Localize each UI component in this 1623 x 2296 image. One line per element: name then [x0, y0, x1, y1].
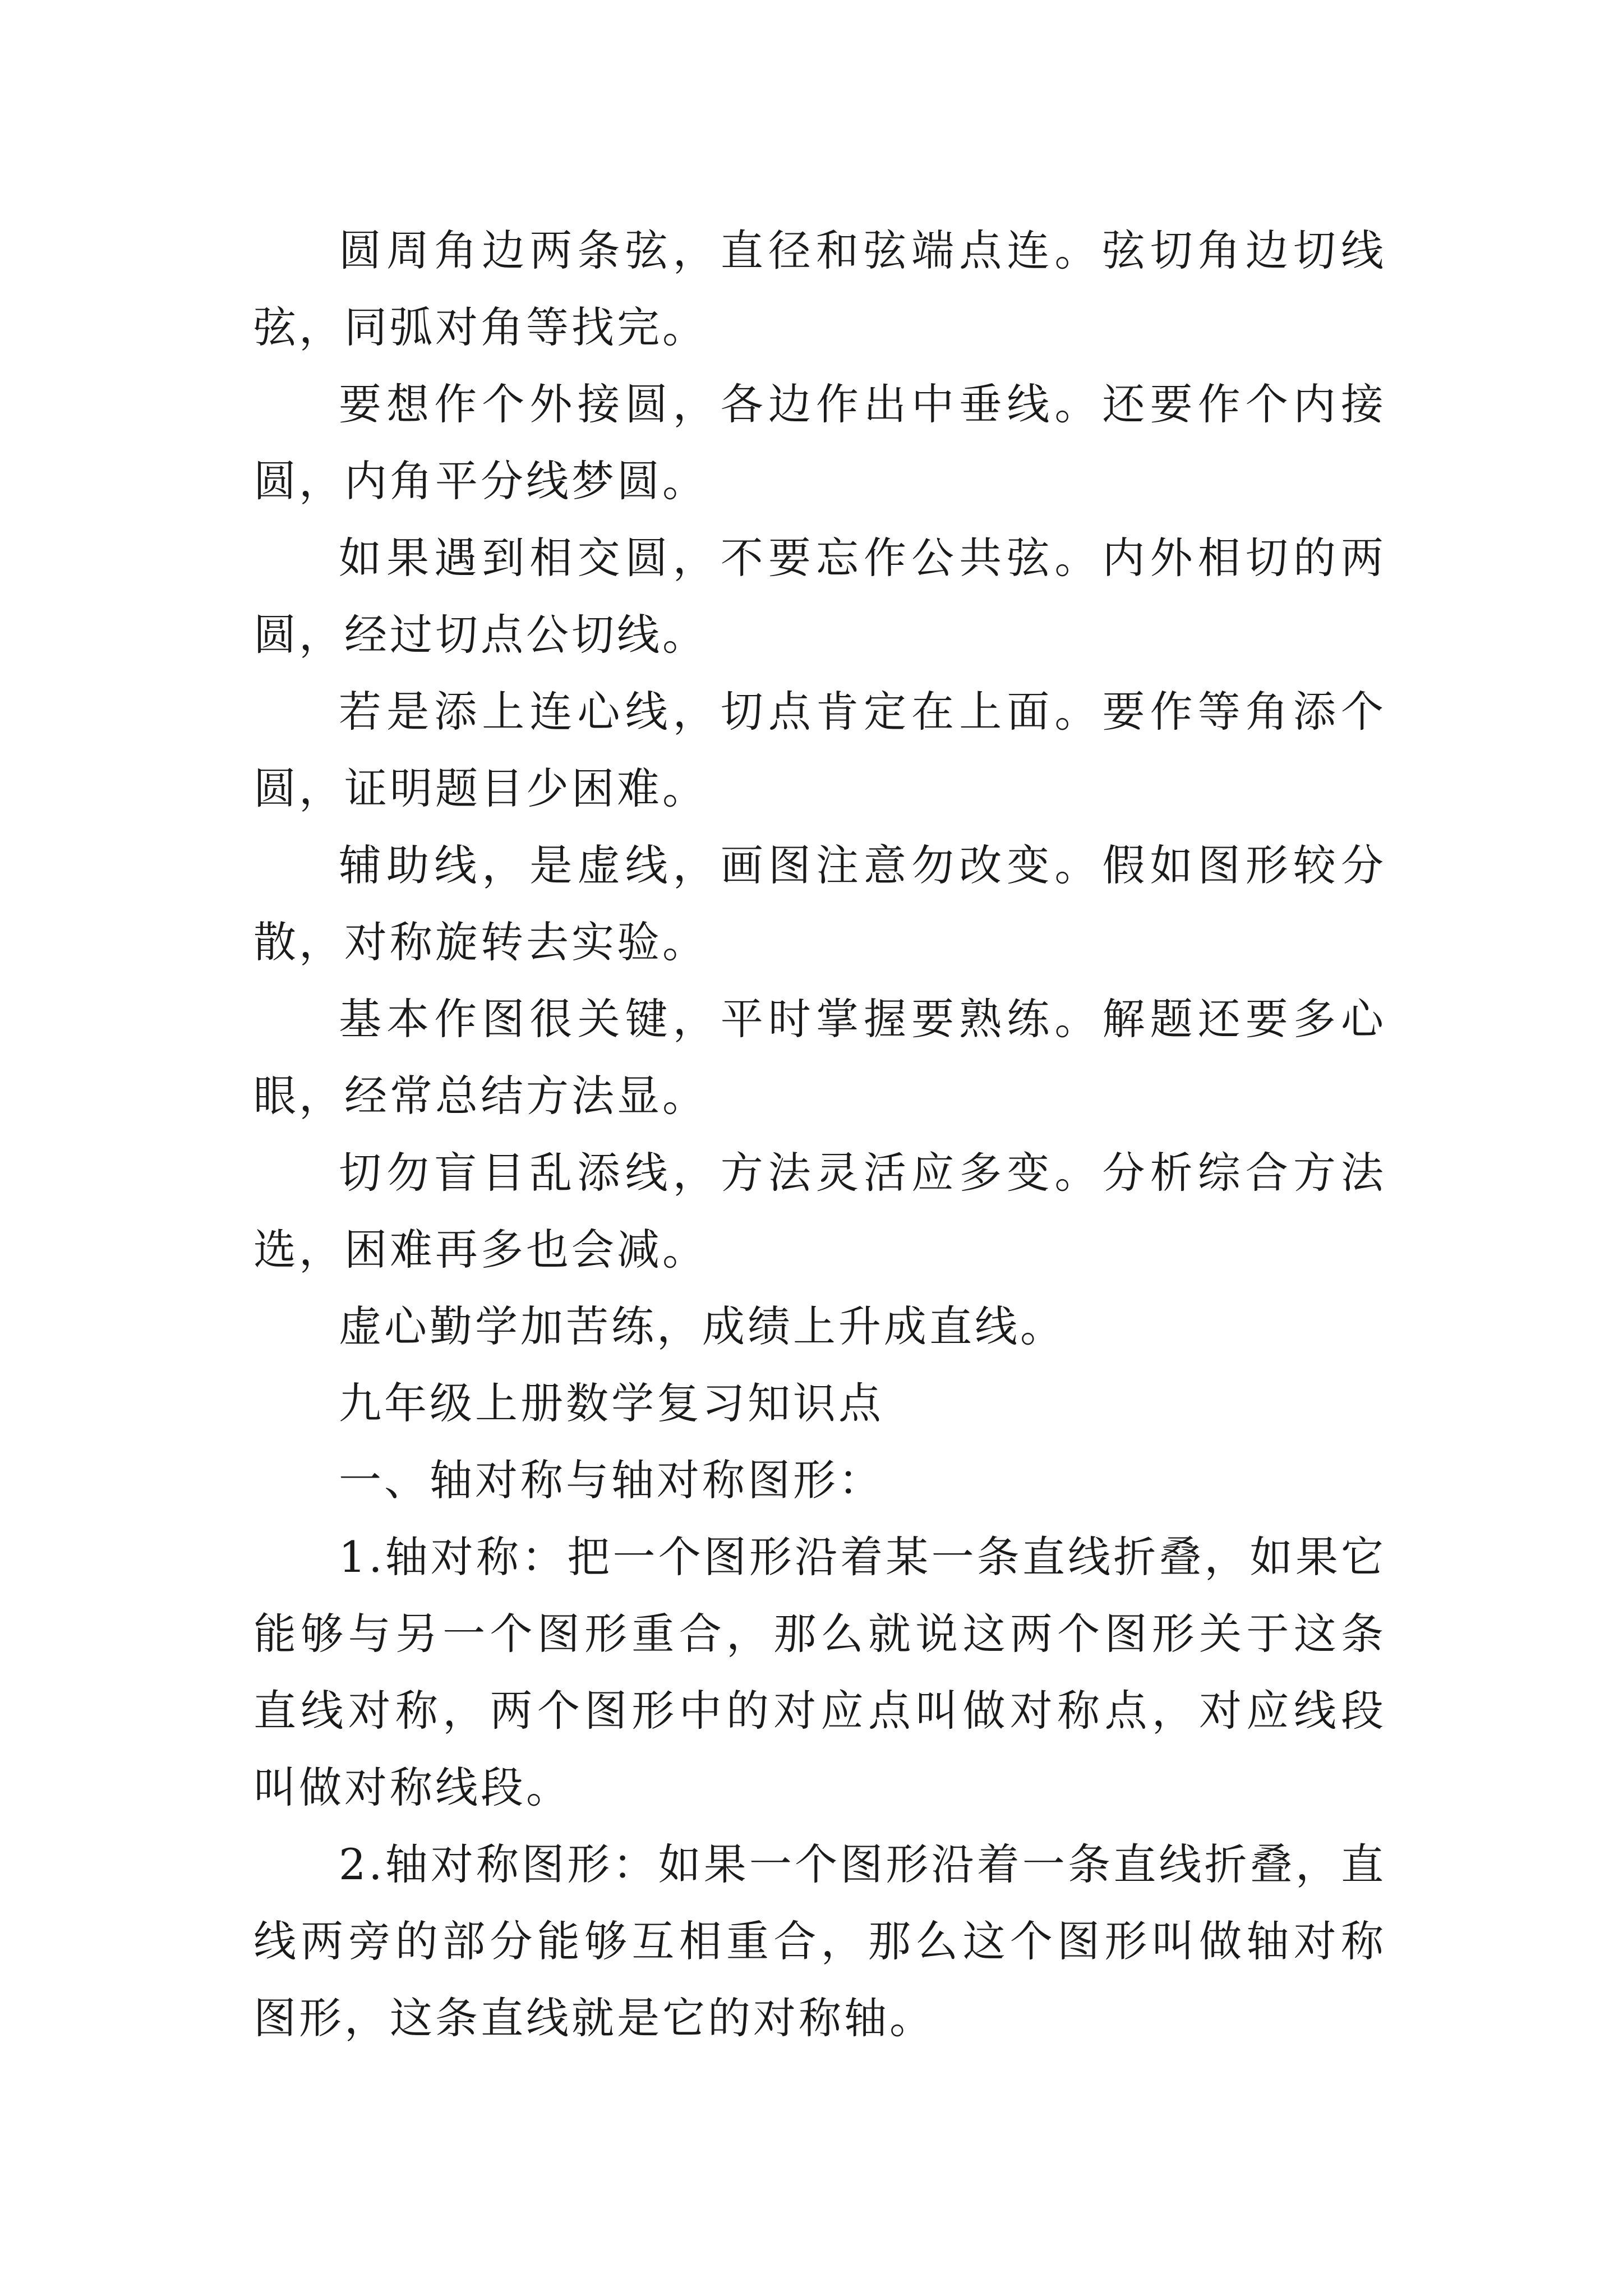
section-heading: 一、轴对称与轴对称图形： [339, 1455, 884, 1505]
paragraph: 辅助线，是虚线，画图注意勿改变。假如图形较分散，对称旋转去实验。 [253, 840, 1386, 967]
section-title: 九年级上册数学复习知识点 [339, 1378, 884, 1428]
document-body [253, 212, 1386, 2056]
paragraph: 基本作图很关键，平时掌握要熟练。解题还要多心眼，经常总结方法显。 [253, 994, 1386, 1121]
paragraph: 切勿盲目乱添线，方法灵活应多变。分析综合方法选，困难再多也会减。 [253, 1148, 1386, 1274]
paragraph: 1.轴对称：把一个图形沿着某一条直线折叠，如果它能够与另一个图形重合，那么就说这两个图形关于这条直线对称，两个图形中的对应点叫做对称点，对应线段叫做对称线段。 [253, 1532, 1386, 1812]
paragraph: 2.轴对称图形：如果一个图形沿着一条直线折叠，直线两旁的部分能够互相重合，那么这个图形叫做轴对称图形，这条直线就是它的对称轴。 [253, 1839, 1386, 2043]
paragraph: 圆周角边两条弦，直径和弦端点连。弦切角边切线弦，同弧对角等找完。 [253, 226, 1386, 352]
paragraph: 若是添上连心线，切点肯定在上面。要作等角添个圆，证明题目少困难。 [253, 687, 1386, 813]
paragraph: 如果遇到相交圆，不要忘作公共弦。内外相切的两圆，经过切点公切线。 [253, 533, 1386, 660]
paragraph: 要想作个外接圆，各边作出中垂线。还要作个内接圆，内角平分线梦圆。 [253, 379, 1386, 506]
paragraph: 虚心勤学加苦练，成绩上升成直线。 [339, 1301, 1066, 1351]
